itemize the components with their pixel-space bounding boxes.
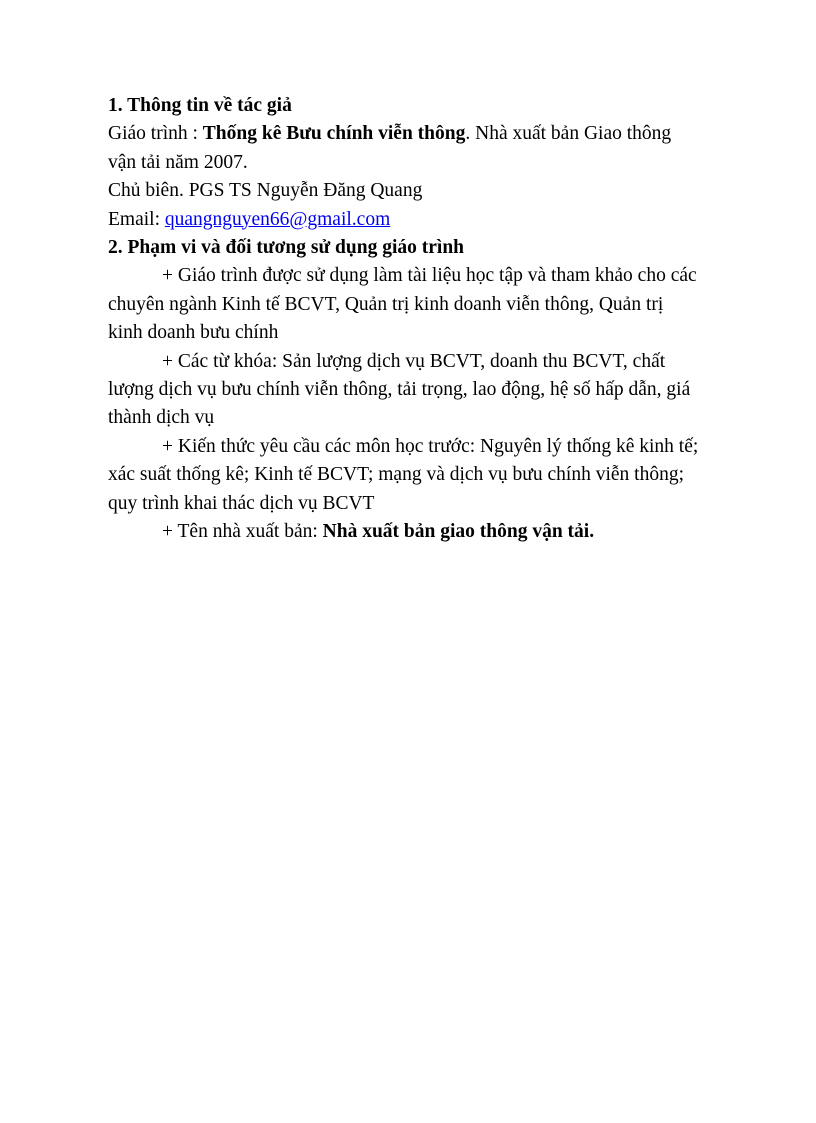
item-3-line-3: quy trình khai thác dịch vụ BCVT xyxy=(108,492,375,514)
item-2-line-1: + Các từ khóa: Sản lượng dịch vụ BCVT, doanh thu BCVT, chất xyxy=(162,350,666,372)
editor-line: Chủ biên. PGS TS Nguyễn Đăng Quang xyxy=(108,180,423,202)
email-label: Email: xyxy=(108,208,165,230)
email-line xyxy=(108,206,748,234)
publisher-label: + Tên nhà xuất bản: xyxy=(162,521,323,543)
item-3-line-1: + Kiến thức yêu cầu các môn học trước: Nguyên lý thống kê kinh tế; xyxy=(162,435,699,457)
section-2-heading: 2. Phạm vi và đối tương sử dụng giáo trình xyxy=(108,237,465,259)
item-1-line-1: + Giáo trình được sử dụng làm tài liệu học tập và tham khảo cho các xyxy=(162,265,697,287)
document-page xyxy=(108,92,748,547)
item-2-line-3: thành dịch vụ xyxy=(108,407,215,429)
section-1-heading: 1. Thông tin về tác giả xyxy=(108,95,292,116)
email-link[interactable]: quangnguyen66@gmail.com xyxy=(164,208,391,230)
item-3-line-2: xác suất thống kê; Kinh tế BCVT; mạng và dịch vụ bưu chính viễn thông; xyxy=(108,464,684,486)
textbook-line-2: vận tải năm 2007. xyxy=(108,151,248,173)
textbook-suffix: . Nhà xuất bản Giao thông xyxy=(465,123,672,145)
item-2-line-2: lượng dịch vụ bưu chính viễn thông, tải trọng, lao động, hệ số hấp dẫn, giá xyxy=(108,379,691,401)
item-4-line xyxy=(108,518,748,546)
item-1-line-3: kinh doanh bưu chính xyxy=(108,322,279,344)
textbook-title: Thống kê Bưu chính viễn thông xyxy=(202,123,466,145)
publisher-name: Nhà xuất bản giao thông vận tải. xyxy=(322,521,595,543)
textbook-line-1 xyxy=(108,120,748,148)
textbook-prefix: Giáo trình : xyxy=(108,123,203,145)
item-1-line-2: chuyên ngành Kinh tế BCVT, Quản trị kinh doanh viễn thông, Quản trị xyxy=(108,293,664,315)
